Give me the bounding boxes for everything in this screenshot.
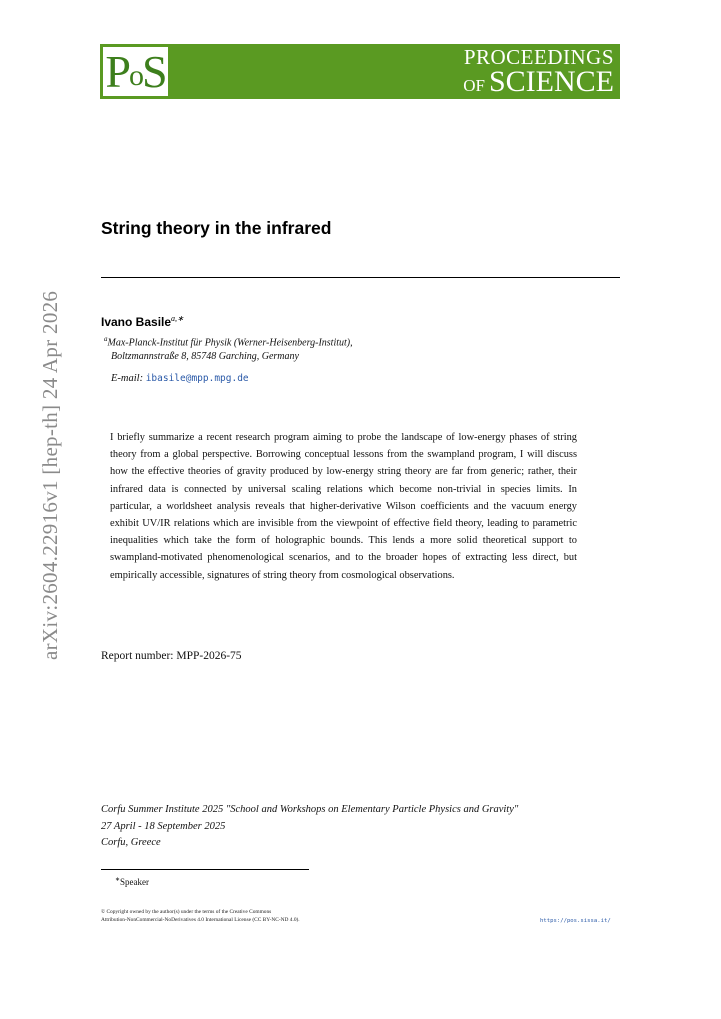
pos-banner [100, 44, 620, 99]
email-label: E-mail: [111, 373, 144, 384]
author-name: Ivano Basile$^{a,∗}$ [101, 314, 184, 329]
footnote-divider [101, 869, 309, 870]
abstract: I briefly summarize a recent research program aiming to probe the landscape of low-energy phases of string theory from a global perspective. Borrowing conceptual lessons from the swampland program, I will discuss how the effective theories of gravity produced by low-energy string theory are far from generic; rather, their infrared data is connected by universal scaling relations which become non-trivial in species limits. In particular, a worldsheet analysis reveals that higher-derivative Wilson coefficients and the vacuum energy exhibit UV/IR relations which are invisible from the viewpoint of effective field theory, leading to parametric inequalities which take the form of holographic bounds. This lends a more solid theoretical support to swampland-motivated phenomenological scenarios, and to the broader hopes of extracting less direct, but empirically accessible, signatures of string theory from cosmological observations. [110, 432, 577, 581]
copyright-notice: © Copyright owned by the author(s) under the terms of the Creative Commons Attribution-NonCommercial-NoDerivatives 4.0 International License (CC BY-NC-ND 4.0). [101, 909, 300, 923]
author-marks: a,∗ [171, 314, 184, 323]
report-number: Report number: MPP-2026-75 [101, 650, 242, 662]
pos-logo: PoS [103, 47, 168, 96]
email-link[interactable]: ibasile@mpp.mpg.de [145, 373, 249, 384]
arxiv-stamp: arXiv:2604.22916v1 [hep-th] 24 Apr 2026 [38, 290, 62, 660]
banner-science: OF SCIENCE [463, 65, 614, 98]
affiliation-line-1: $^a$Max-Planck-Institut für Physik (Werner-Heisenberg-Institut), [104, 335, 353, 349]
conference-dates: 27 April - 18 September 2025 [101, 820, 226, 832]
paper-title: String theory in the infrared [101, 218, 332, 238]
conference-place: Corfu, Greece [101, 837, 161, 848]
affiliation-line-2: Boltzmannstraße 8, 85748 Garching, Germany [111, 351, 299, 362]
banner-proceedings: PROCEEDINGS [463, 45, 614, 69]
email-line [111, 373, 249, 384]
title-divider [101, 277, 620, 278]
footnote: ∗Speaker [115, 877, 150, 887]
pos-url-link[interactable]: https://pos.sissa.it/ [540, 918, 611, 924]
conference-info [101, 802, 518, 852]
conference-name: Corfu Summer Institute 2025 "School and Workshops on Elementary Particle Physics and Gravity" [101, 804, 519, 815]
